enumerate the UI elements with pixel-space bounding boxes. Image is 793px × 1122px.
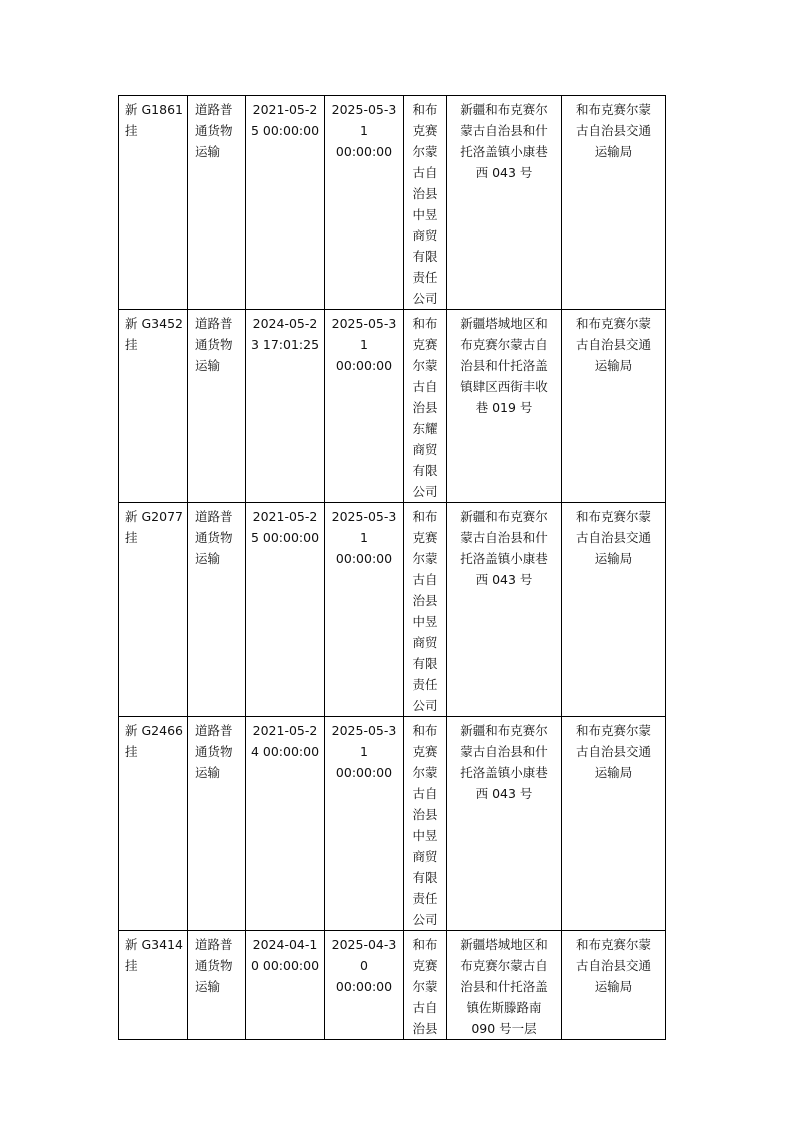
issuing-authority-cell: 和布克赛尔蒙 古自治县交通 运输局 (562, 503, 666, 717)
business-scope-cell: 道路普 通货物 运输 (188, 717, 246, 931)
address-cell: 新疆和布克赛尔 蒙古自治县和什 托洛盖镇小康巷 西 043 号 (447, 96, 562, 310)
address-cell: 新疆塔城地区和 布克赛尔蒙古自 治县和什托洛盖 镇佐斯滕路南 090 号一层 (447, 931, 562, 1040)
business-scope-cell: 道路普 通货物 运输 (188, 931, 246, 1040)
transport-permit-table (118, 95, 666, 1040)
company-name-cell: 和布 克赛 尔蒙 古自 治县 中昱 商贸 有限 责任 公司 (404, 503, 447, 717)
plate-number-cell: 新 G1861 挂 (119, 96, 188, 310)
start-date-cell: 2021-05-2 5 00:00:00 (246, 96, 325, 310)
issuing-authority-cell: 和布克赛尔蒙 古自治县交通 运输局 (562, 931, 666, 1040)
end-date-cell: 2025-05-3 1 00:00:00 (325, 310, 404, 503)
start-date-cell: 2021-05-2 4 00:00:00 (246, 717, 325, 931)
issuing-authority-cell: 和布克赛尔蒙 古自治县交通 运输局 (562, 310, 666, 503)
business-scope-cell: 道路普 通货物 运输 (188, 96, 246, 310)
company-name-cell: 和布 克赛 尔蒙 古自 治县 (404, 931, 447, 1040)
plate-number-cell: 新 G3414 挂 (119, 931, 188, 1040)
company-name-cell: 和布 克赛 尔蒙 古自 治县 中昱 商贸 有限 责任 公司 (404, 96, 447, 310)
issuing-authority-cell: 和布克赛尔蒙 古自治县交通 运输局 (562, 96, 666, 310)
address-cell: 新疆塔城地区和 布克赛尔蒙古自 治县和什托洛盖 镇肆区西街丰收 巷 019 号 (447, 310, 562, 503)
address-cell: 新疆和布克赛尔 蒙古自治县和什 托洛盖镇小康巷 西 043 号 (447, 503, 562, 717)
start-date-cell: 2024-05-2 3 17:01:25 (246, 310, 325, 503)
table-row (119, 310, 666, 503)
table-row (119, 503, 666, 717)
table-row (119, 931, 666, 1040)
business-scope-cell: 道路普 通货物 运输 (188, 503, 246, 717)
plate-number-cell: 新 G3452 挂 (119, 310, 188, 503)
business-scope-cell: 道路普 通货物 运输 (188, 310, 246, 503)
start-date-cell: 2021-05-2 5 00:00:00 (246, 503, 325, 717)
table-row (119, 717, 666, 931)
issuing-authority-cell: 和布克赛尔蒙 古自治县交通 运输局 (562, 717, 666, 931)
company-name-cell: 和布 克赛 尔蒙 古自 治县 东耀 商贸 有限 公司 (404, 310, 447, 503)
table-row (119, 96, 666, 310)
end-date-cell: 2025-04-3 0 00:00:00 (325, 931, 404, 1040)
company-name-cell: 和布 克赛 尔蒙 古自 治县 中昱 商贸 有限 责任 公司 (404, 717, 447, 931)
plate-number-cell: 新 G2077 挂 (119, 503, 188, 717)
end-date-cell: 2025-05-3 1 00:00:00 (325, 96, 404, 310)
end-date-cell: 2025-05-3 1 00:00:00 (325, 717, 404, 931)
plate-number-cell: 新 G2466 挂 (119, 717, 188, 931)
start-date-cell: 2024-04-1 0 00:00:00 (246, 931, 325, 1040)
end-date-cell: 2025-05-3 1 00:00:00 (325, 503, 404, 717)
address-cell: 新疆和布克赛尔 蒙古自治县和什 托洛盖镇小康巷 西 043 号 (447, 717, 562, 931)
